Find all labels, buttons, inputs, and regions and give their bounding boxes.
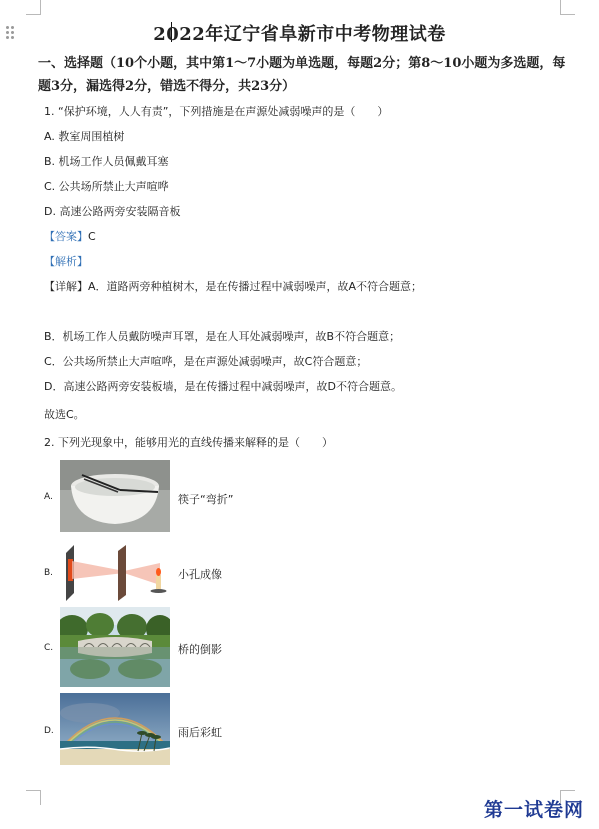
site-watermark-logo: 第一试卷网: [484, 799, 585, 821]
page-corner-mark: [26, 790, 41, 805]
question-1-stem: 1. “保护环境，人人有责”，下列措施是在声源处减弱噪声的是（ ）: [44, 105, 389, 118]
q1-option-c: C. 公共场所禁止大声喧哗: [44, 180, 169, 193]
detail-line-d: D．高速公路两旁安装板墙，是在传播过程中减弱噪声，故D不符合题意。: [44, 380, 402, 393]
pinhole-camera-image: [60, 541, 170, 603]
q2-option-c-letter: C.: [44, 643, 54, 653]
rainbow-image: [60, 693, 170, 765]
q1-option-d: D. 高速公路两旁安装隔音板: [44, 205, 181, 218]
answer-line: [44, 228, 96, 244]
detail-line-a: [44, 278, 422, 294]
bridge-reflection-image: [60, 607, 170, 687]
q2-option-b-letter: B.: [44, 568, 54, 578]
section-heading: 一、选择题（10个小题，其中第1～7小题为单选题，每题2分；第8～10小题为多选题，每题3分，漏选得2分，错选不得分，共23分）: [38, 56, 566, 94]
q2-option-d-letter: D.: [44, 726, 54, 736]
q2-option-a-caption: 筷子“弯折”: [178, 493, 234, 506]
answer-value: C: [88, 230, 96, 243]
q2-option-c-caption: 桥的倒影: [178, 643, 222, 656]
detail-a-text: A．道路两旁种植树木，是在传播过程中减弱噪声，故A不符合题意；: [88, 280, 423, 293]
page-corner-mark: [26, 0, 41, 15]
q2-option-b-caption: 小孔成像: [178, 568, 222, 581]
conclusion: 故选C。: [44, 408, 85, 421]
q2-option-d-caption: 雨后彩虹: [178, 726, 222, 739]
q2-option-a-letter: A.: [44, 492, 53, 502]
chopsticks-bowl-image: [60, 460, 170, 532]
q1-option-a: A. 教室周围植树: [44, 130, 125, 143]
page-corner-mark: [560, 0, 575, 15]
q1-option-b: B. 机场工作人员佩戴耳塞: [44, 155, 169, 168]
page-title: 2022年辽宁省阜新市中考物理试卷: [153, 24, 446, 45]
detail-line-b: B．机场工作人员戴防噪声耳罩，是在人耳处减弱噪声，故B不符合题意；: [44, 330, 401, 343]
answer-label: 【答案】: [44, 230, 88, 243]
detail-line-c: C．公共场所禁止大声喧哗，是在声源处减弱噪声，故C符合题意；: [44, 355, 368, 368]
analysis-label: 【解析】: [44, 255, 88, 268]
question-2-stem: 2. 下列光现象中，能够用光的直线传播来解释的是（ ）: [44, 436, 333, 449]
detail-label: 【详解】: [44, 280, 88, 293]
